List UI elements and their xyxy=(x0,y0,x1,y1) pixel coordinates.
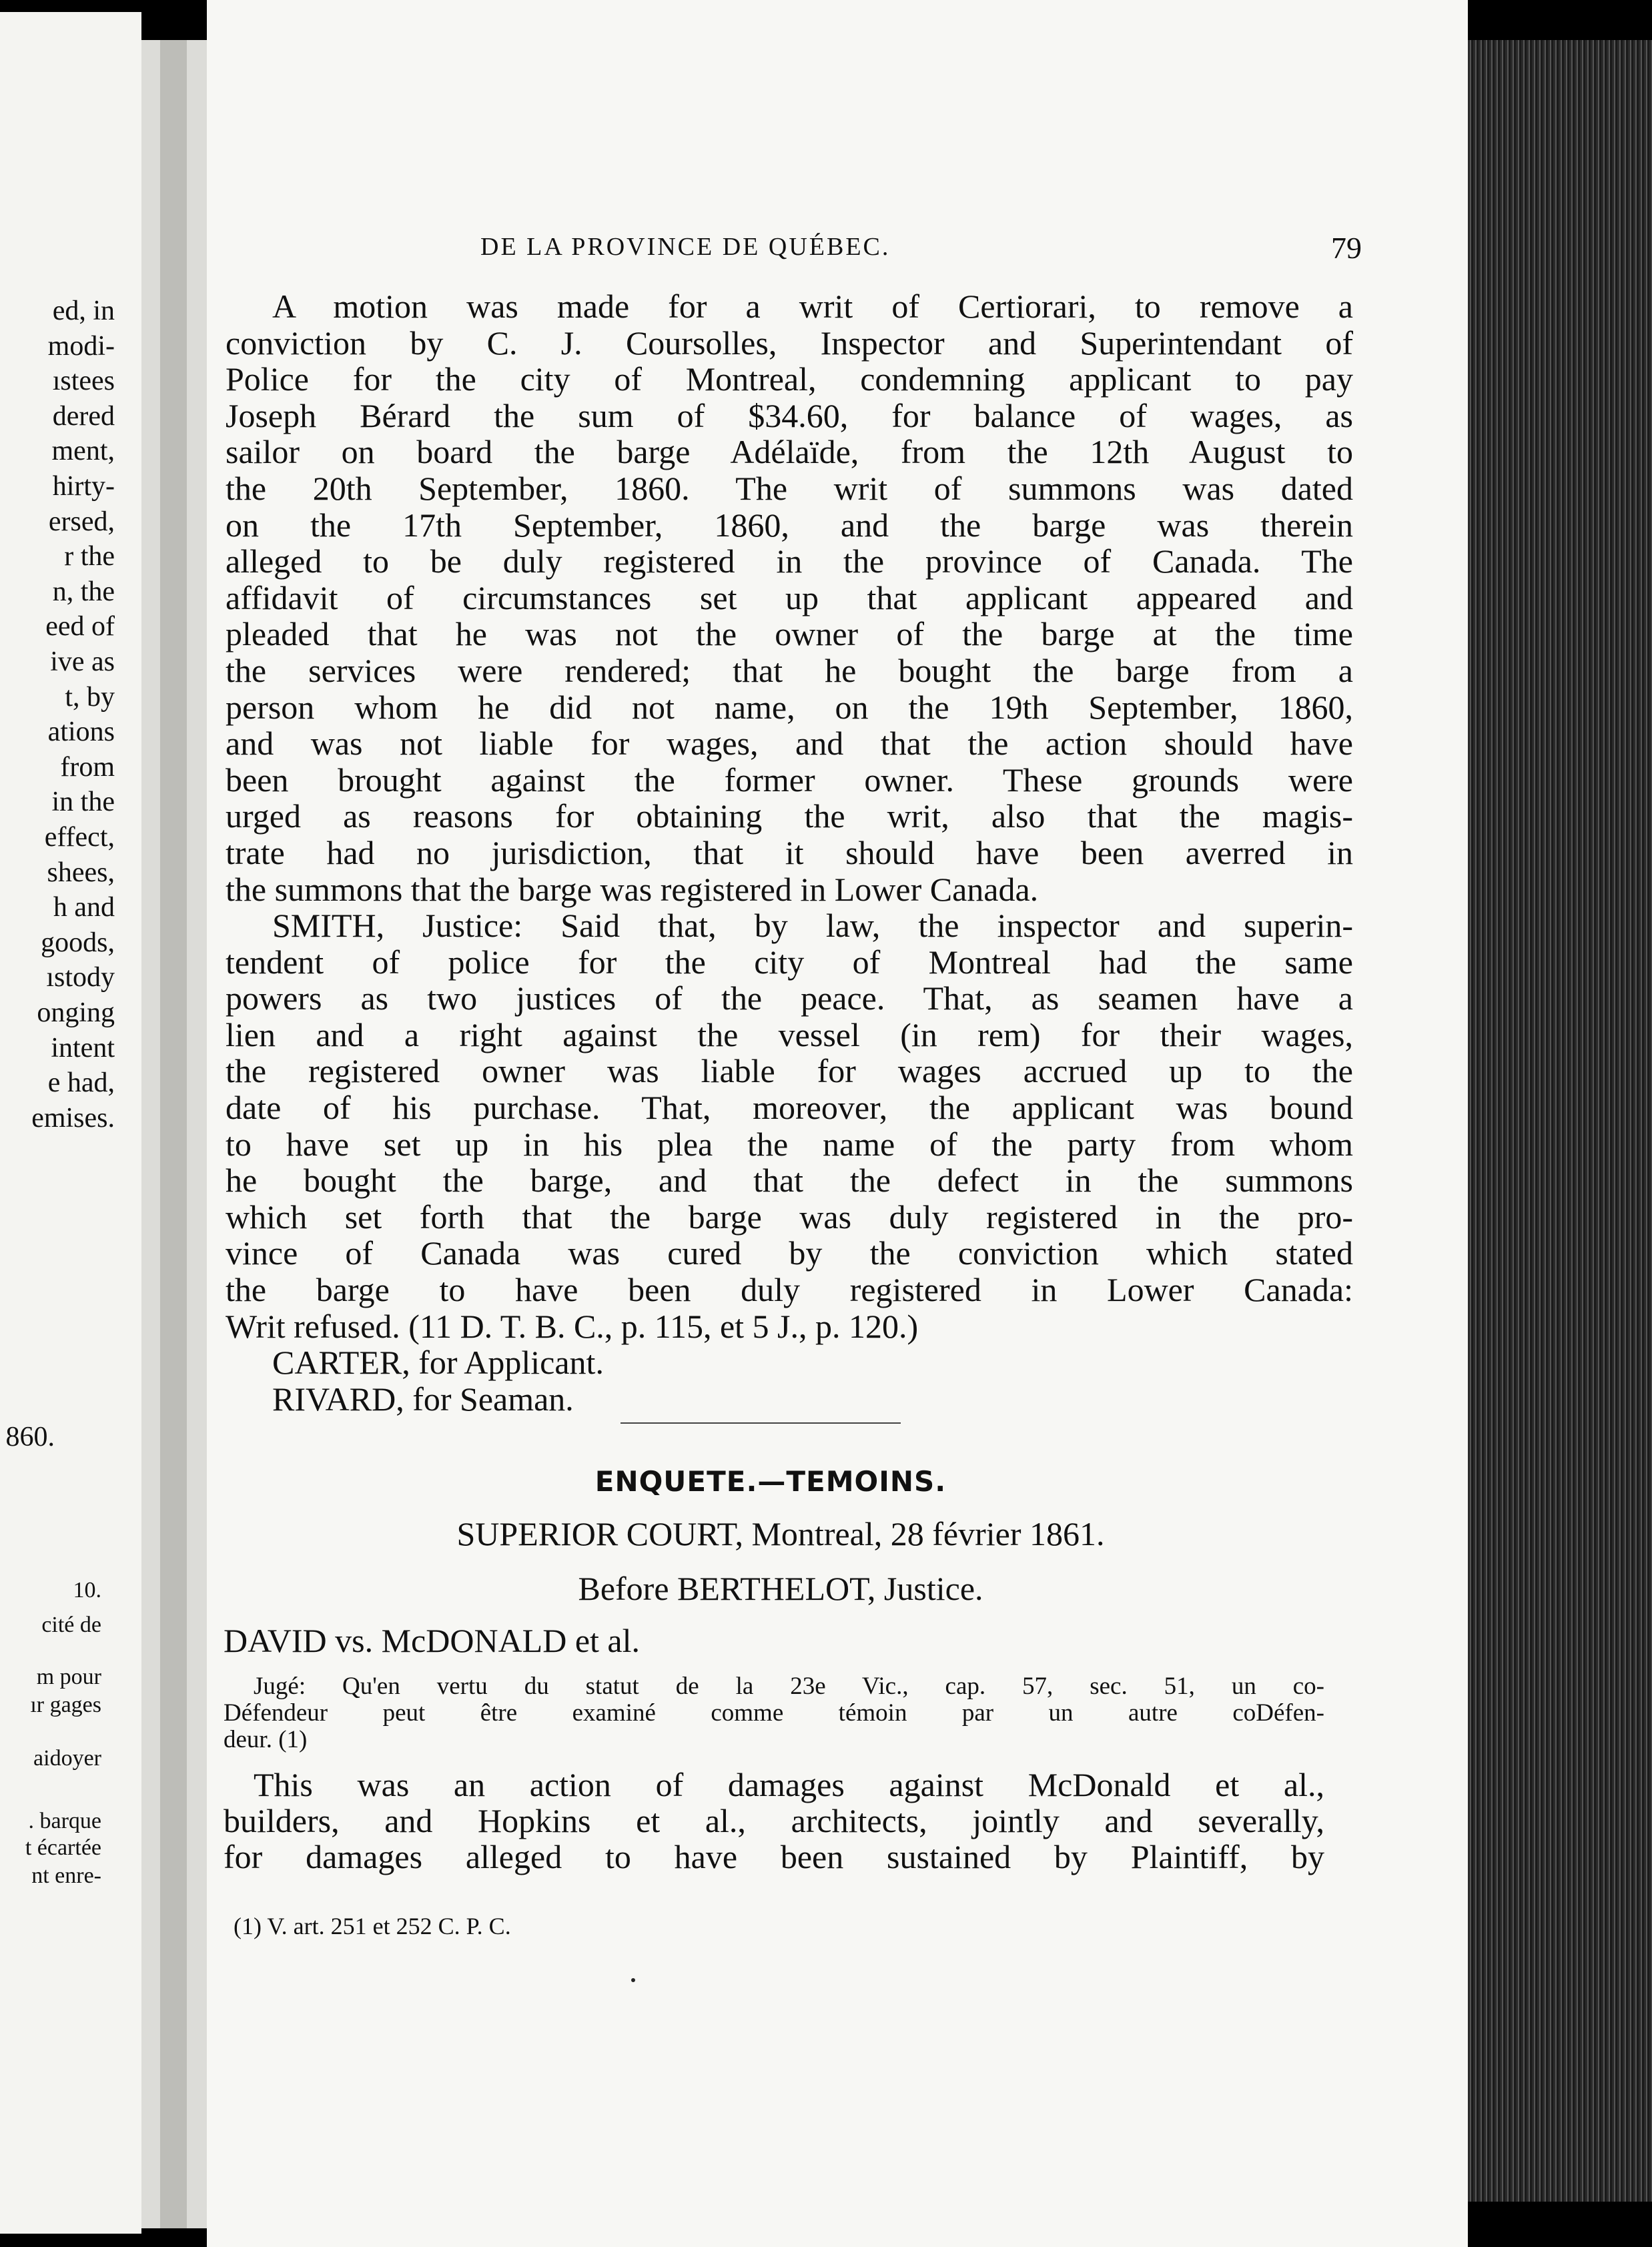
left-page-note-line: m pour xyxy=(36,1665,101,1689)
left-page-fragment-line: eed of xyxy=(45,611,115,642)
case2-headnote xyxy=(224,1673,1324,1753)
case2-before: Before BERTHELOT, Justice. xyxy=(578,1570,983,1607)
counsel-applicant: CARTER, for Applicant. xyxy=(272,1344,604,1382)
judgment-line: tendent of police for the city of Montreal had the same xyxy=(226,943,1353,981)
left-page-note-line: 10. xyxy=(73,1578,101,1603)
case1-judgment-paragraph xyxy=(226,907,1353,1344)
case1-line: A motion was made for a writ of Certiorari, to remove a xyxy=(272,288,1353,325)
judgment-line: the registered owner was liable for wages accrued up to the xyxy=(226,1052,1353,1090)
left-page-note-line: cité de xyxy=(41,1613,101,1637)
footnote: (1) V. art. 251 et 252 C. P. C. xyxy=(234,1913,511,1939)
judgment-line: which set forth that the barge was duly registered in the pro- xyxy=(226,1198,1353,1236)
left-page-fragment-line: onging xyxy=(37,997,115,1028)
case1-line: affidavit of circumstances set up that applicant appeared and xyxy=(226,578,1353,616)
left-page-note-line: aidoyer xyxy=(33,1746,101,1771)
case2-parties: DAVID vs. McDONALD et al. xyxy=(224,1622,640,1659)
case1-line: person whom he did not name, on the 19th September, 1860, xyxy=(226,688,1353,726)
headnote-line: deur. (1) xyxy=(224,1726,308,1753)
left-page-fragment-line: ıstody xyxy=(46,962,115,993)
case2-paragraph xyxy=(224,1767,1324,1875)
case1-line: on the 17th September, 1860, and the barge was therein xyxy=(226,506,1353,544)
left-page-fragment-line: goods, xyxy=(41,927,115,958)
main-page xyxy=(207,0,1468,2247)
book-edge-top xyxy=(1468,0,1652,40)
left-page-fragment-line: h and xyxy=(53,892,115,923)
left-page-fragment-line: emises. xyxy=(31,1102,115,1134)
left-page-fragment-line: in the xyxy=(51,787,115,818)
left-page-fragment-line: from xyxy=(60,751,115,783)
left-page-fragment xyxy=(0,12,141,2234)
case1-line: pleaded that he was not the owner of the barge at the time xyxy=(226,615,1353,653)
left-page-fragment-line: intent xyxy=(51,1032,115,1063)
page-number: 79 xyxy=(1331,231,1362,265)
case2-line: This was an action of damages against McDonald et al., xyxy=(254,1766,1324,1803)
running-title: DE LA PROVINCE DE QUÉBEC. xyxy=(480,233,891,261)
left-page-note-line: nt enre- xyxy=(31,1863,101,1888)
case1-line: urged as reasons for obtaining the writ, also that the magis- xyxy=(226,797,1353,835)
judgment-line: Writ refused. (11 D. T. B. C., p. 115, et 5 J., p. 120.) xyxy=(226,1307,919,1345)
case1-line: the services were rendered; that he bought the barge from a xyxy=(226,651,1353,689)
judgment-line: the barge to have been duly registered in Lower Canada: xyxy=(226,1271,1353,1309)
left-page-note-line: t écartée xyxy=(25,1835,101,1860)
book-gutter-shadow xyxy=(160,40,187,2228)
left-page-fragment-line: r the xyxy=(64,541,115,572)
case1-line: alleged to be duly registered in the province of Canada. The xyxy=(226,542,1353,580)
case1-line: Joseph Bérard the sum of $34.60, for balance of wages, as xyxy=(226,396,1353,434)
case1-line: conviction by C. J. Coursolles, Inspector and Superintendant of xyxy=(226,324,1353,362)
left-page-fragment-line: modi- xyxy=(47,330,115,362)
ink-dot xyxy=(631,1978,635,1982)
left-page-fragment-line: t, by xyxy=(65,681,115,713)
left-page-fragment-line: effect, xyxy=(44,822,115,853)
left-page-fragment-line: ment, xyxy=(51,436,115,467)
left-page-year: 860. xyxy=(5,1422,55,1452)
case1-line: the summons that the barge was registered in Lower Canada. xyxy=(226,870,1039,908)
case1-line: trate had no jurisdiction, that it should have been averred in xyxy=(226,833,1353,871)
left-page-fragment-line: dered xyxy=(52,400,115,432)
section-divider xyxy=(621,1422,901,1424)
headnote-line: Défendeur peut être examiné comme témoin par un autre coDéfen- xyxy=(224,1699,1324,1727)
judgment-line: lien and a right against the vessel (in rem) for their wages, xyxy=(226,1015,1353,1053)
judgment-line: to have set up in his plea the name of the party from whom xyxy=(226,1125,1353,1163)
case1-line: been brought against the former owner. These grounds were xyxy=(226,761,1353,799)
left-page-fragment-line: shees, xyxy=(47,857,115,888)
left-page-fragment-line: n, the xyxy=(52,576,115,607)
left-page-note-line: ır gages xyxy=(30,1693,101,1717)
judgment-line: date of his purchase. That, moreover, the applicant was bound xyxy=(226,1089,1353,1127)
left-page-fragment-line: ersed, xyxy=(48,506,115,537)
case2-court: SUPERIOR COURT, Montreal, 28 février 1861. xyxy=(456,1515,1105,1552)
left-page-fragment-line: ıstees xyxy=(52,366,115,397)
left-page-fragment-line: hirty- xyxy=(52,471,115,502)
case2-title: ENQUETE.—TEMOINS. xyxy=(594,1465,947,1498)
judgment-line: SMITH, Justice: Said that, by law, the inspector and superin- xyxy=(272,907,1353,945)
case2-line: for damages alleged to have been sustained by Plaintiff, by xyxy=(224,1838,1324,1875)
judgment-line: he bought the barge, and that the defect in the summons xyxy=(226,1162,1353,1200)
case2-line: builders, and Hopkins et al., architects, jointly and severally, xyxy=(224,1802,1324,1839)
counsel-seaman: RIVARD, for Seaman. xyxy=(272,1380,574,1418)
left-page-fragment-line: ations xyxy=(47,717,115,748)
judgment-line: powers as two justices of the peace. That, as seamen have a xyxy=(226,979,1353,1017)
case1-line: Police for the city of Montreal, condemning applicant to pay xyxy=(226,360,1353,398)
left-page-fragment-line: ive as xyxy=(50,646,115,677)
headnote-line: Jugé: Qu'en vertu du statut de la 23e Vic., cap. 57, sec. 51, un co- xyxy=(254,1673,1324,1700)
book-page-edges xyxy=(1468,40,1652,2202)
left-page-note-line: . barque xyxy=(28,1809,101,1833)
left-page-fragment-line: ed, in xyxy=(52,296,115,326)
case1-body xyxy=(226,288,1353,1417)
case1-line: and was not liable for wages, and that the action should have xyxy=(226,725,1353,763)
left-page-fragment-line: e had, xyxy=(47,1067,115,1099)
case1-facts-paragraph xyxy=(226,288,1353,907)
case1-line: sailor on board the barge Adélaïde, from the 12th August to xyxy=(226,433,1353,471)
case1-line: the 20th September, 1860. The writ of summons was dated xyxy=(226,469,1353,507)
judgment-line: vince of Canada was cured by the conviction which stated xyxy=(226,1234,1353,1272)
